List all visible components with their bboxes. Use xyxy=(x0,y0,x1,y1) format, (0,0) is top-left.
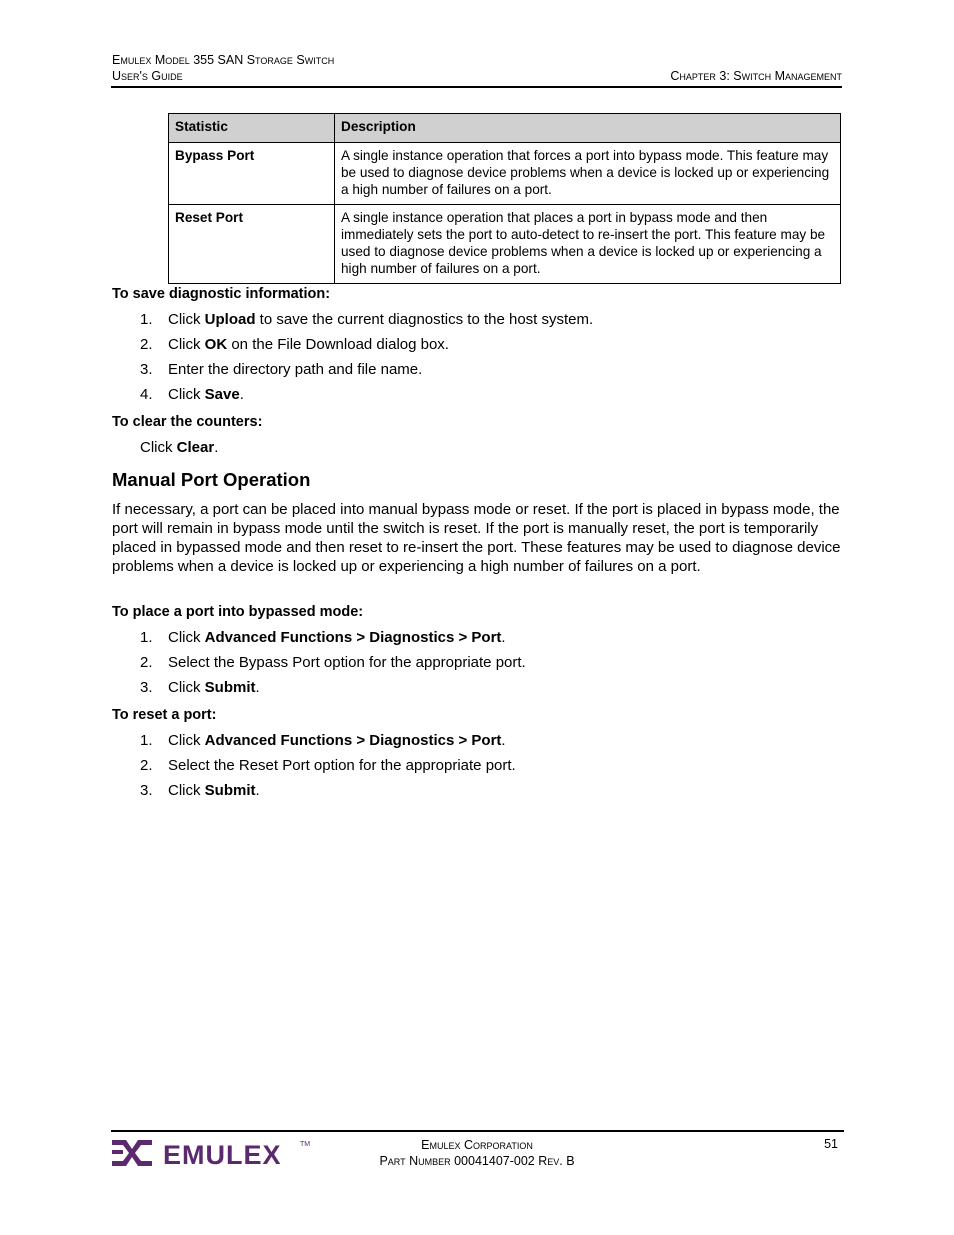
table-row xyxy=(169,143,841,205)
section-title: Manual Port Operation xyxy=(112,469,311,490)
header-subtitle: User's Guide xyxy=(112,69,183,83)
header-title: Emulex Model 355 SAN Storage Switch xyxy=(112,53,335,67)
bypass-heading: To place a port into bypassed mode: xyxy=(112,604,364,620)
column-header-statistic: Statistic xyxy=(169,114,335,143)
page-number: 51 xyxy=(824,1137,838,1151)
running-header-left xyxy=(112,52,334,84)
footer-part-number: Part Number 00041407-002 Rev. B xyxy=(379,1154,575,1168)
reset-heading: To reset a port: xyxy=(112,707,217,723)
statistics-table xyxy=(168,113,841,284)
list-item: 1. Click Upload to save the current diagnostics to the host system. xyxy=(140,311,594,328)
list-item: 4. Click Save. xyxy=(140,386,244,403)
save-diagnostics-heading: To save diagnostic information: xyxy=(112,286,331,302)
list-item: 3. Enter the directory path and file name. xyxy=(140,361,423,378)
list-item: 3. Click Submit. xyxy=(140,679,260,696)
footer-company: Emulex Corporation xyxy=(421,1138,533,1152)
table-header-row xyxy=(169,114,841,143)
section-paragraph: If necessary, a port can be placed into manual bypass mode or reset. If the port is placed in bypass mode, the port will remain in bypass mode until the switch is reset. If the port is manually reset, the port is temporarily placed in bypassed mode and then reset to re-insert the port. These features may be used to diagnose device problems when a device is locked up or experiencing a high number of failures on a port. xyxy=(112,501,841,575)
list-item: 3. Click Submit. xyxy=(140,782,260,799)
table-row xyxy=(169,205,841,284)
list-item: 2. Click OK on the File Download dialog box. xyxy=(140,336,449,353)
list-item: 1. Click Advanced Functions > Diagnostics > Port. xyxy=(140,629,506,646)
list-item: 2. Select the Bypass Port option for the appropriate port. xyxy=(140,654,526,671)
description-cell: A single instance operation that places a port in bypass mode and then immediately sets the port to auto-detect to re-insert the port. This feature may be used to diagnose device problems when a device is locked up or experiencing a high number of failures on a port. xyxy=(335,205,841,284)
footer-rule xyxy=(111,1130,844,1132)
list-item: 2. Select the Reset Port option for the appropriate port. xyxy=(140,757,516,774)
header-rule xyxy=(111,86,842,88)
footer-center xyxy=(0,1137,954,1169)
running-header-right: Chapter 3: Switch Management xyxy=(670,69,842,83)
clear-counters-heading: To clear the counters: xyxy=(112,414,263,430)
clear-instruction: Click Clear. xyxy=(140,439,219,456)
statistic-cell: Reset Port xyxy=(169,205,335,284)
statistic-cell: Bypass Port xyxy=(169,143,335,205)
description-cell: A single instance operation that forces a port into bypass mode. This feature may be used to diagnose device problems when a device is locked up or experiencing a high number of failures on a port. xyxy=(335,143,841,205)
list-item: 1. Click Advanced Functions > Diagnostics > Port. xyxy=(140,732,506,749)
logo-trademark: TM xyxy=(300,1141,311,1148)
logo-wordmark: EMULEX xyxy=(163,1140,282,1170)
column-header-description: Description xyxy=(335,114,841,143)
